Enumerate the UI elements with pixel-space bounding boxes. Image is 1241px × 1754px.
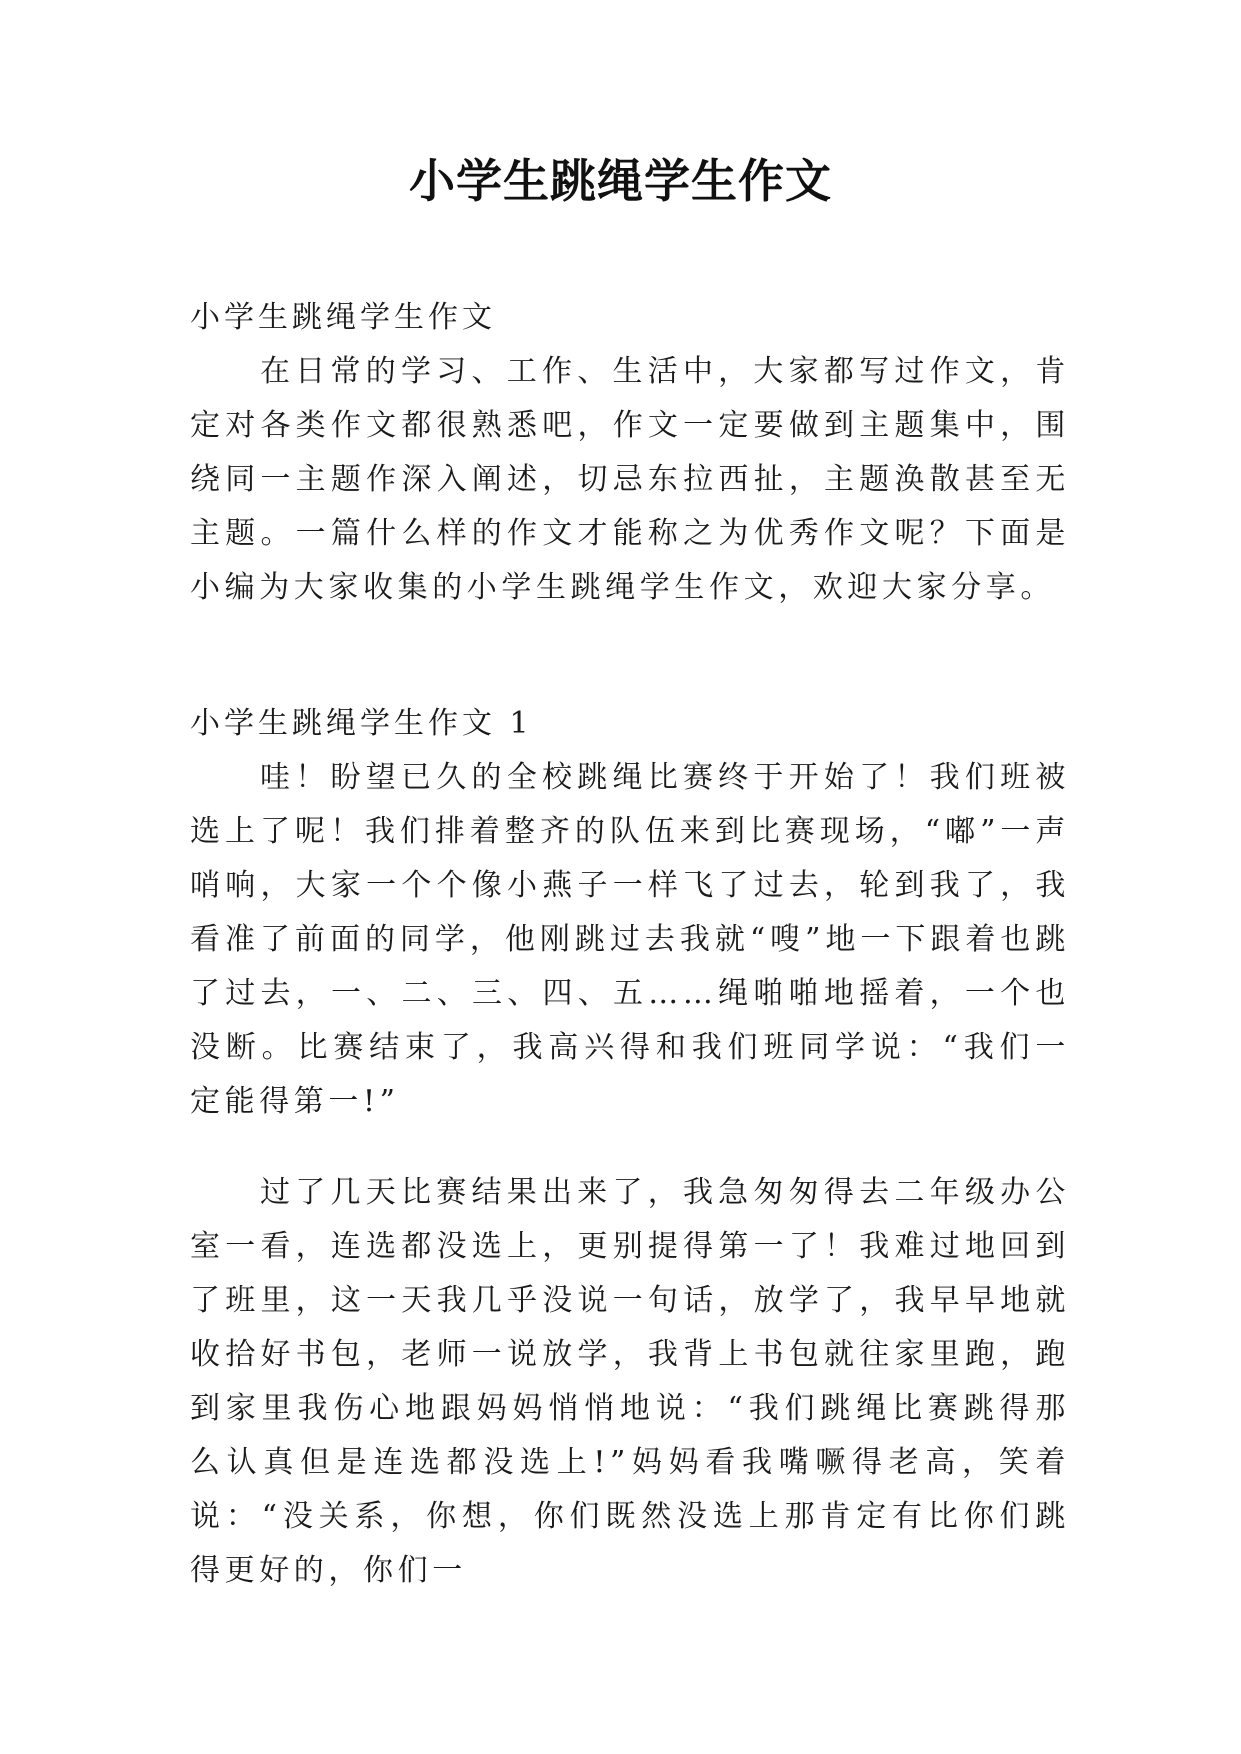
document-title: 小学生跳绳学生作文 <box>409 154 832 208</box>
section-paragraph-2: 过了几天比赛结果出来了，我急匆匆得去二年级办公室一看，连选都没选上，更别提得第一了！我难过地回到了班里，这一天我几乎没说一句话，放学了，我早早地就收拾好书包，老师一说放学，我背上书包就往家里跑，跑到家里我伤心地跟妈妈悄悄地说：“我们跳绳比赛跳得那么认真但是连选都没选上!”妈妈看我嘴噘得老高，笑着说：“没关系，你想，你们既然没选上那肯定有比你们跳得更好的，你们一 <box>190 1175 1070 1588</box>
section-heading: 小学生跳绳学生作文 1 <box>190 706 533 741</box>
intro-paragraph: 在日常的学习、工作、生活中，大家都写过作文，肯定对各类作文都很熟悉吧，作文一定要做到主题集中，围绕同一主题作深入阐述，切忌东拉西扯，主题涣散甚至无主题。一篇什么样的作文才能称之为优秀作文呢？下面是小编为大家收集的小学生跳绳学生作文，欢迎大家分享。 <box>190 354 1070 605</box>
section-paragraph-1: 哇！盼望已久的全校跳绳比赛终于开始了！我们班被选上了呢！我们排着整齐的队伍来到比赛现场，“嘟”一声哨响，大家一个个像小燕子一样飞了过去，轮到我了，我看准了前面的同学，他刚跳过去我就“嗖”地一下跟着也跳了过去，一、二、三、四、五……绳啪啪地摇着，一个也没断。比赛结束了，我高兴得和我们班同学说：“我们一定能得第一!” <box>190 760 1070 1119</box>
intro-heading: 小学生跳绳学生作文 <box>190 300 496 335</box>
